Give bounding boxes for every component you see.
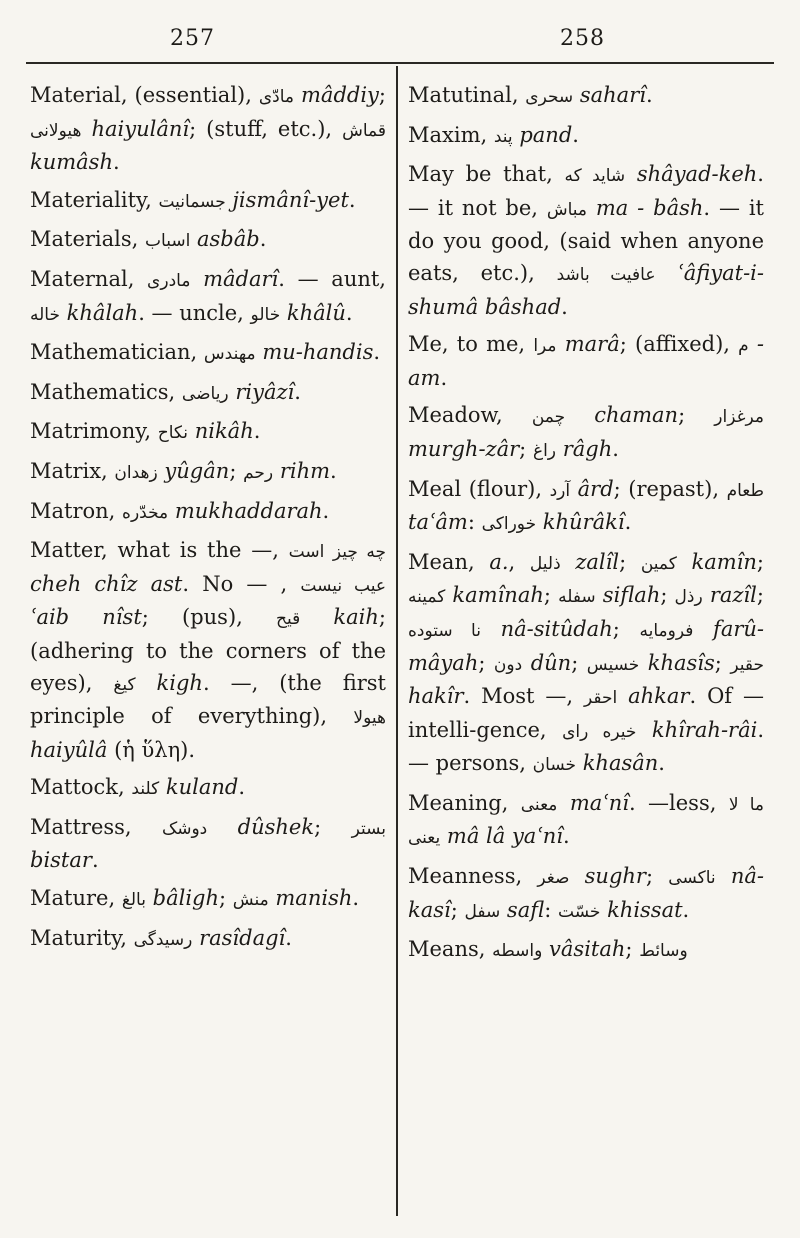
persian-word: عیب نیست [300,575,386,596]
entry-text: ; (repast), [613,476,727,501]
persian-word: بالغ [121,890,146,911]
entry-text: . [563,824,570,849]
entry-text: : [544,897,558,922]
entry-text: . [259,227,267,252]
transliteration: maʿnî [569,790,629,815]
entry-text: . [91,848,99,873]
entry-text [294,83,301,107]
transliteration: haiyûlâ [30,737,108,762]
entry-text: Me, to me, [408,332,534,357]
persian-word: بستر [351,818,386,839]
persian-word: معنی [520,794,558,815]
persian-word: عافیت باشد [556,264,656,285]
persian-word: نا ستوده [408,620,481,641]
entry-text: ; (pus), [141,605,276,630]
transliteration: mu-handis [262,340,374,365]
dictionary-entry [408,861,764,928]
dictionary-entry [30,496,386,530]
dictionary-entry [30,535,386,766]
dictionary-entry [408,400,764,467]
entry-text [188,419,195,443]
entry-text: ; (affixed), [619,332,739,357]
persian-word: احقر [584,688,618,709]
persian-word: وسائط [639,941,688,962]
persian-word: دون [493,654,523,675]
transliteration: chaman [594,403,679,428]
page-number-right: 258 [560,26,605,51]
left-column [30,80,386,962]
entry-text: . [682,897,690,922]
entry-text: . [294,379,301,404]
entry-text [440,824,447,848]
entry-text [639,651,648,675]
dictionary-entry [30,377,386,411]
persian-word: چه چیز است [288,542,386,563]
transliteration: safl [506,897,545,922]
entry-text: ; [678,403,715,428]
transliteration: cheh chîz ast [30,571,183,596]
transliteration: jismânî-yet [232,187,349,212]
persian-word: واسطه [492,941,543,962]
persian-word: مادّی [258,87,295,107]
persian-word: سحری [525,87,574,107]
persian-word: مخدّره [122,502,169,523]
entry-text: . — persons, [408,717,764,776]
entry-text: . Of — intelli-gence, [408,684,764,742]
dictionary-entry [30,812,386,877]
page-number-left: 257 [170,26,215,51]
entry-text: . [113,150,120,175]
entry-text: Maxim, [408,122,494,147]
entry-text: Matter, what is the —, [30,538,289,563]
entry-text: ; [314,814,352,839]
persian-word: رسیدگی [133,929,193,950]
right-column [408,80,764,974]
entry-text [168,499,175,523]
entry-text: Material, (essential), [30,83,259,107]
entry-text: ; (stuff, etc.), [189,116,343,141]
persian-word: مهندس [203,344,256,365]
persian-word: رذل [674,587,703,608]
entry-text: ; [378,83,386,107]
dictionary-entry [30,772,386,806]
entry-text [273,459,280,483]
persian-word: خالو [250,304,281,325]
entry-text [556,437,563,461]
entry-text: ; [756,583,764,608]
entry-text: Mature, [30,886,122,911]
entry-text: Maturity, [30,925,134,950]
persian-word: منش [232,890,269,911]
entry-text: . [322,498,330,523]
persian-word: حقیر [730,654,764,675]
persian-word: هیولا [353,708,386,729]
dictionary-entry [408,120,764,154]
transliteration: ma - bâsh [595,195,704,220]
entry-text [60,301,67,325]
entry-text: Meal (flour), [408,476,550,501]
persian-word: خیره رای [562,721,637,742]
entry-text: ; [714,650,731,675]
persian-word: مباش [546,199,587,220]
entry-text: . [440,365,448,390]
entry-text [693,617,713,641]
transliteration: kaih [333,605,379,630]
transliteration: a. [489,549,509,574]
entry-text: . [348,187,356,212]
entry-text [565,403,594,427]
persian-word: راغ [532,440,557,461]
dictionary-entry [30,416,386,450]
entry-text: . [624,510,632,535]
transliteration: pand [519,122,573,147]
transliteration: murgh-zâr [408,436,520,461]
persian-word: فرومایه [639,620,694,641]
transliteration: khâlû [286,300,346,325]
header-rule [26,62,774,64]
transliteration: kigh [156,670,203,695]
entry-text: Mattress, [30,814,162,839]
transliteration: ʿaib nîst [30,605,142,630]
entry-text: Meadow, [408,403,532,428]
transliteration: ʿâfiyat-i-shumâ bâshad [408,260,764,319]
entry-text: Matrix, [30,458,115,483]
dictionary-entry [30,456,386,490]
entry-text: Matutinal, [408,83,526,107]
entry-text: . No — , [182,571,301,596]
transliteration: saharî [579,83,646,107]
persian-word: پند [493,126,513,147]
persian-word: شاید که [564,166,626,187]
transliteration: khûrâkî [542,510,625,535]
dictionary-entry [408,547,764,782]
entry-text: May be that, [408,162,565,187]
transliteration: razîl [709,583,757,608]
dictionary-entry [408,934,764,968]
entry-text [481,617,501,641]
entry-text: ; [478,650,494,675]
entry-text: Meaning, [408,790,521,815]
entry-text: . [253,419,261,444]
dictionary-entry [408,788,764,855]
entry-text [280,301,287,325]
entry-text: . Most —, [463,684,584,709]
transliteration: rasîdagî [199,925,286,950]
transliteration: vâsitah [549,937,626,962]
dictionary-entry [30,337,386,371]
transliteration: mukhaddarah [174,498,323,523]
entry-text: ; [660,583,675,608]
transliteration: dûshek [237,814,315,839]
entry-text [596,583,603,607]
transliteration: mâ lâ yaʿnî [446,824,564,849]
entry-text [703,583,710,607]
transliteration: shâyad-keh [636,162,758,187]
entry-text: . —, (the first principle of everything), [30,670,386,729]
persian-word: ناکسی [668,868,716,889]
entry-text [557,332,565,356]
entry-text: , [508,549,530,574]
entry-text: Means, [408,937,493,962]
transliteration: râgh [562,436,613,461]
entry-text [207,815,237,839]
persian-word: ریاضی [181,383,229,404]
entry-text: Meanness, [408,864,538,889]
entry-text [587,196,596,220]
persian-word: آرد [549,480,571,501]
entry-text: . — it do you good, (said when anyone eats, etc.), [408,195,764,285]
transliteration: manish [275,886,353,911]
entry-text: Matron, [30,498,123,523]
transliteration: nikâh [194,419,254,444]
entry-text: ; [543,583,559,608]
entry-text [500,898,507,922]
entry-text: Mathematics, [30,379,182,404]
entry-text [522,651,531,675]
entry-text: . [238,775,246,800]
entry-text: . [572,122,579,147]
entry-text [159,775,166,799]
column-divider [396,66,398,1216]
transliteration: kuland [165,775,239,800]
transliteration: mâddiy [301,83,379,107]
entry-text: : [467,510,482,535]
entry-text: Materials, [30,227,146,252]
dictionary-entry [30,185,386,219]
dictionary-entry [408,80,764,114]
entry-text: . — it not be, [408,162,764,220]
entry-text: . [645,83,653,107]
entry-text [636,718,651,742]
entry-text: . [658,751,665,776]
transliteration: mâdarî [203,266,279,291]
entry-text: . [285,925,292,950]
entry-text [716,864,731,888]
entry-text [569,864,584,888]
persian-word: خاله [30,304,60,325]
transliteration: bâligh [152,886,220,911]
dictionary-entry [30,923,386,957]
entry-text [557,791,569,815]
entry-text: . [345,300,353,325]
entry-text: Maternal, [30,266,148,291]
entry-text: ; [645,864,669,889]
transliteration: hakîr [408,684,464,709]
persian-word: مرا [533,336,557,357]
persian-word: سفل [464,901,501,922]
persian-word: ذلیل [529,553,561,574]
persian-word: طعام [726,480,764,501]
persian-word: قماش [342,120,386,141]
transliteration: ahkar [628,684,690,709]
entry-text: ; [219,886,233,911]
entry-text [561,550,576,574]
persian-word: رحم [243,462,274,483]
transliteration: ârd [577,476,614,501]
entry-text [677,550,692,574]
transliteration: farû-mâyah [408,616,764,675]
entry-text: . [330,458,337,483]
persian-word: کیغ [113,674,136,695]
entry-text: Mean, [408,549,490,574]
entry-text: ; [619,549,641,574]
entry-text: Mathematician, [30,340,204,365]
entry-text [300,605,333,629]
entry-text [570,477,578,501]
persian-word: دوشک [162,818,208,839]
transliteration: rihm [279,458,331,483]
transliteration: yûgân [164,458,230,483]
transliteration: nâ-kasî [408,864,764,922]
entry-text [576,751,583,775]
entry-text: Mattock, [30,775,132,800]
persian-word: خسیس [586,654,640,675]
entry-text: ; [756,549,764,574]
entry-text: ; [625,937,640,962]
dictionary-entry [30,80,386,179]
dictionary-entry [408,159,764,323]
transliteration: bistar [30,848,92,873]
transliteration: sughr [584,864,646,889]
transliteration: dûn [530,650,572,675]
persian-word: م [738,336,749,357]
dictionary-entry [408,329,764,394]
dictionary-entry [30,883,386,917]
transliteration: marâ [564,332,620,357]
entry-text [536,510,543,534]
persian-word: جسمانیت [158,191,226,212]
entry-text [617,684,628,708]
entry-text: ; (adhering to the corners of the eyes), [30,605,386,695]
persian-word: کمینه [408,587,446,608]
entry-text: . — aunt, [278,266,386,291]
persian-word: کمین [640,553,677,574]
persian-word: خوراکی [481,514,537,535]
dictionary-entry [30,224,386,258]
entry-text: . [373,340,381,365]
entry-text [749,332,757,356]
entry-text: ; [229,458,244,483]
persian-word: کلند [131,779,160,800]
entry-text [81,117,91,141]
dictionary-entry [30,264,386,331]
entry-text: . [561,294,568,319]
transliteration: haiyulânî [91,116,190,141]
transliteration: taʿâm [408,510,468,535]
entry-text: . [612,436,619,461]
transliteration: khâlah [66,300,139,325]
persian-word: مادری [147,270,191,291]
transliteration: kamîn [691,549,757,574]
dictionary-entry [408,474,764,541]
entry-text [190,267,203,291]
persian-word: هیولانی [30,120,82,141]
persian-word: مرغزار [714,407,764,428]
transliteration: khasân [582,751,659,776]
entry-text: . —less, [628,790,729,815]
transliteration: khîrah-râi [651,717,758,742]
transliteration: kamînah [452,583,544,608]
transliteration: khissat [607,897,683,922]
transliteration: khasîs [647,650,715,675]
persian-word: صغر [537,868,570,889]
entry-text: ; [519,436,533,461]
entry-text [625,162,637,186]
transliteration: nâ-sitûdah [500,616,613,641]
persian-word: ما لا یعنی [408,794,764,849]
transliteration: kumâsh [30,150,113,175]
persian-word: زهدان [114,462,158,483]
transliteration: siflah [602,583,661,608]
transliteration: asbâb [196,227,260,252]
entry-text: Materiality, [30,187,159,212]
entry-text: ; [612,616,640,641]
entry-text [190,227,197,251]
transliteration: zalîl [575,549,620,574]
entry-text [573,83,580,107]
persian-word: چمن [531,407,566,428]
entry-text: Matrimony, [30,419,158,444]
persian-word: نکاح [157,423,189,444]
persian-word: سفله [558,587,596,608]
persian-word: خسّت [558,901,601,922]
entry-text [655,261,677,285]
persian-word: خسان [532,755,577,776]
entry-text [136,671,157,695]
transliteration: -am [408,332,764,390]
entry-text [146,886,153,910]
entry-text: ; [571,650,587,675]
entry-text: (ἡ ὕλη). [107,737,196,762]
persian-word: قیح [276,609,301,630]
persian-word: اسباب [145,231,191,252]
entry-text: ; [450,897,465,922]
entry-text: . — uncle, [138,300,251,325]
entry-text: . [352,886,360,911]
transliteration: riyâzî [235,379,295,404]
